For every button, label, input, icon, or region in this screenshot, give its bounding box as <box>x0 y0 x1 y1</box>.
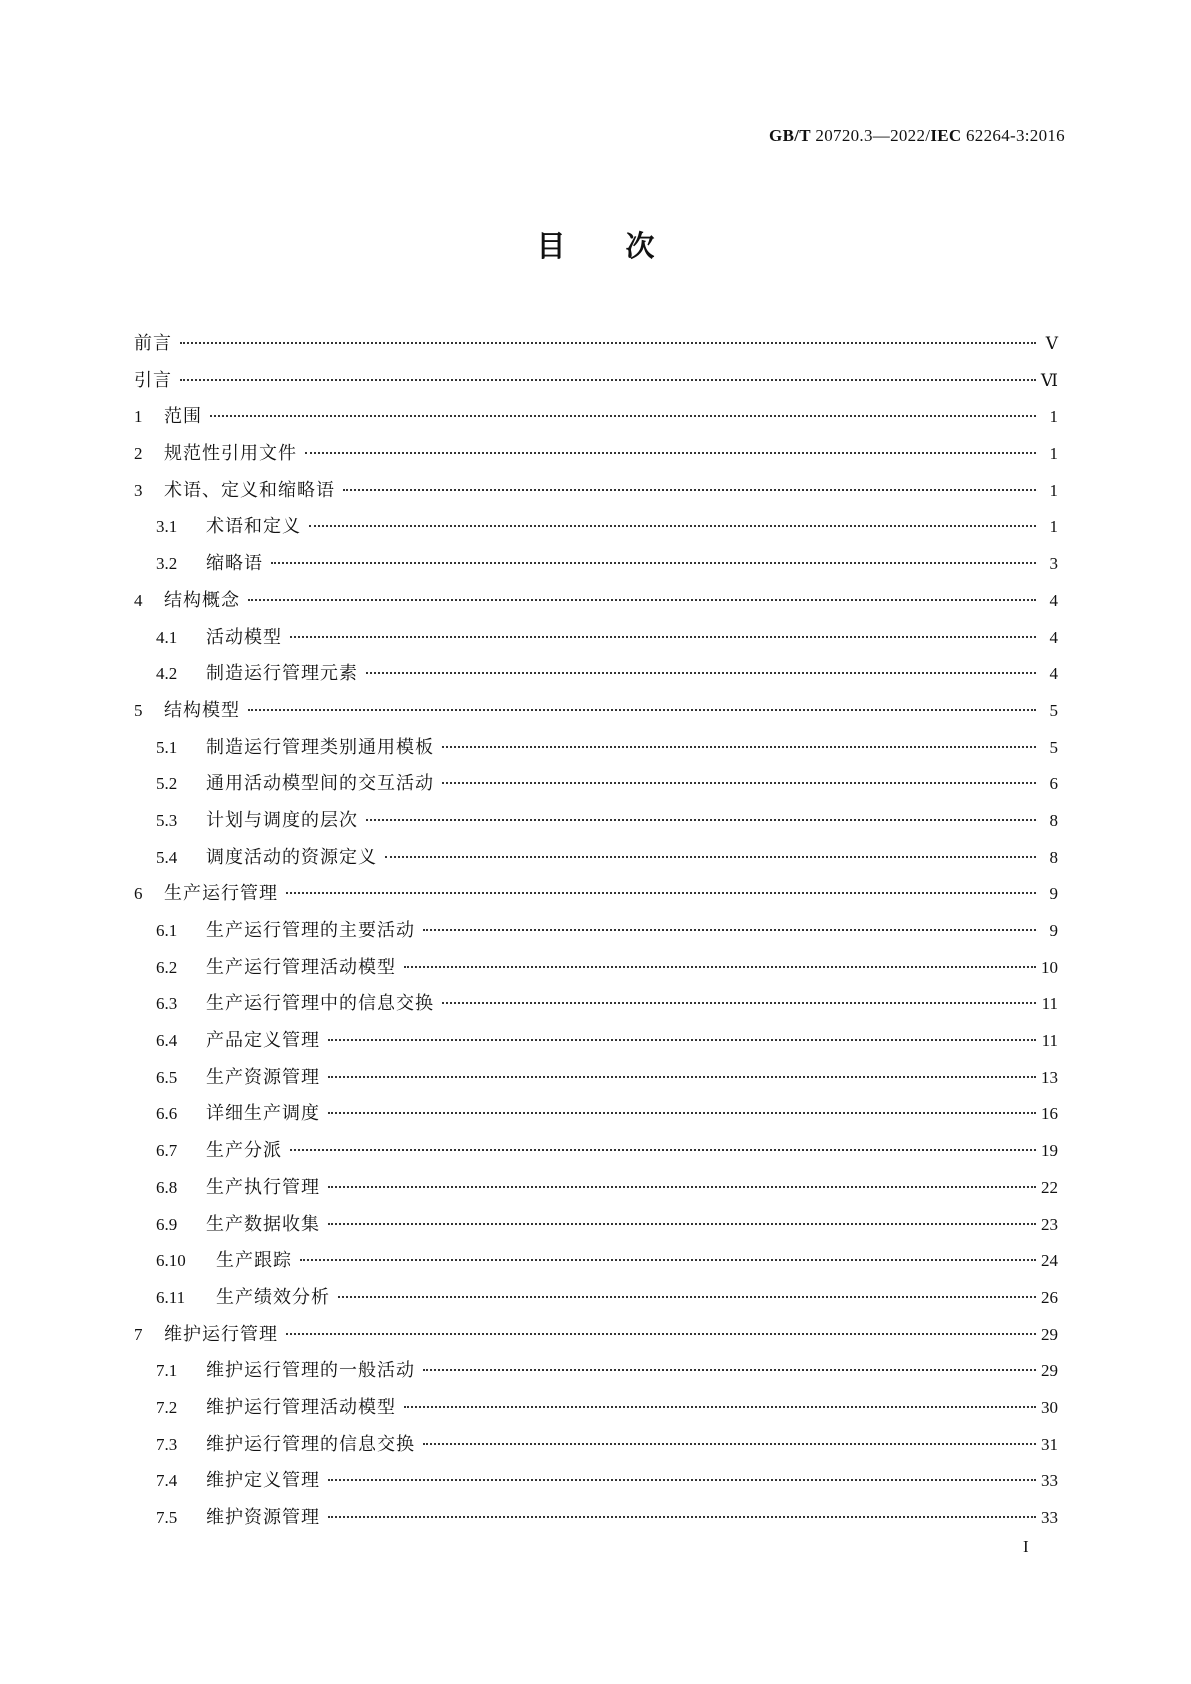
toc-entry-page: 1 <box>1049 480 1058 500</box>
toc-entry-label: 结构模型 <box>164 699 240 721</box>
toc-entry-page: 11 <box>1041 1031 1058 1051</box>
toc-entry-label: 维护运行管理活动模型 <box>206 1396 396 1418</box>
dot-leader <box>286 1332 1036 1335</box>
toc-entry-label: 术语、定义和缩略语 <box>164 479 335 501</box>
toc-entry-label: 详细生产调度 <box>206 1103 320 1125</box>
toc-entry-number: 6.10 <box>156 1251 186 1271</box>
toc-entry[interactable] <box>134 1243 1058 1280</box>
toc-entry-label: 生产运行管理 <box>164 883 278 905</box>
toc-entry-page: 9 <box>1049 884 1058 904</box>
toc-entry-label: 生产数据收集 <box>206 1213 320 1235</box>
toc-entry-label: 术语和定义 <box>206 516 301 538</box>
toc-entry[interactable] <box>134 1353 1058 1390</box>
document-header <box>769 126 1065 146</box>
dot-leader <box>343 488 1036 491</box>
dot-leader <box>328 1038 1036 1041</box>
toc-entry[interactable] <box>134 473 1058 510</box>
toc-entry-page: Ⅴ <box>1045 334 1058 353</box>
toc-entry-label: 维护运行管理 <box>164 1323 278 1345</box>
toc-entry[interactable] <box>134 1500 1058 1537</box>
toc-entry[interactable] <box>134 363 1058 400</box>
toc-entry-number: 6.2 <box>156 957 178 977</box>
toc-entry-number: 6.1 <box>156 921 178 940</box>
dot-leader <box>404 1405 1036 1408</box>
toc-entry-page: 3 <box>1049 554 1058 574</box>
toc-entry-number: 5 <box>134 700 143 720</box>
toc-entry-page: 9 <box>1049 921 1058 940</box>
toc-entry[interactable] <box>134 620 1058 657</box>
toc-entry[interactable] <box>134 1317 1058 1354</box>
dot-leader <box>404 965 1036 968</box>
toc-entry-label: 生产运行管理活动模型 <box>206 956 396 978</box>
toc-entry[interactable] <box>134 1170 1058 1207</box>
iec-number: 62264-3:2016 <box>961 126 1065 145</box>
toc-entry-number: 3 <box>134 480 143 500</box>
dot-leader <box>290 1148 1036 1151</box>
toc-entry-page: 30 <box>1041 1397 1058 1417</box>
toc-entry-number: 3.1 <box>156 517 178 537</box>
toc-entry-label: 前言 <box>134 333 172 354</box>
toc-entry[interactable] <box>134 1427 1058 1464</box>
toc-entry-page: 8 <box>1049 810 1058 830</box>
toc-entry-page: 19 <box>1041 1141 1058 1161</box>
toc-entry-label: 范围 <box>164 406 202 428</box>
toc-entry-number: 6.3 <box>156 994 178 1014</box>
dot-leader <box>328 1111 1036 1114</box>
dot-leader <box>248 598 1036 601</box>
dot-leader <box>442 745 1036 748</box>
dot-leader <box>271 561 1036 564</box>
dot-leader <box>309 524 1036 527</box>
toc-entry-label: 生产运行管理中的信息交换 <box>206 993 434 1015</box>
toc-entry[interactable] <box>134 546 1058 583</box>
toc-entry-page: 1 <box>1049 517 1058 537</box>
toc-entry-page: 5 <box>1049 700 1058 720</box>
dot-leader <box>180 341 1036 344</box>
toc-entry-page: 26 <box>1041 1287 1058 1307</box>
toc-entry-label: 制造运行管理类别通用模板 <box>206 736 434 758</box>
toc-entry-page: 4 <box>1049 664 1058 684</box>
toc-entry[interactable] <box>134 876 1058 913</box>
toc-entry-number: 2 <box>134 444 143 464</box>
toc-entry-number: 6.8 <box>156 1177 178 1197</box>
toc-entry-label: 结构概念 <box>164 589 240 611</box>
dot-leader <box>300 1258 1036 1261</box>
toc-entry-label: 计划与调度的层次 <box>206 809 358 831</box>
toc-entry-page: 4 <box>1049 590 1058 610</box>
toc-entry-number: 5.2 <box>156 774 178 794</box>
page-title: 目次 <box>536 229 715 263</box>
toc-entry[interactable] <box>134 583 1058 620</box>
toc-entry-label: 生产运行管理的主要活动 <box>206 920 415 941</box>
toc-entry-number: 4.1 <box>156 627 178 647</box>
toc-entry-number: 6.9 <box>156 1214 178 1234</box>
toc-entry-number: 6.4 <box>156 1031 178 1051</box>
dot-leader <box>328 1478 1036 1481</box>
toc-entry-number: 6.11 <box>156 1287 186 1307</box>
dot-leader <box>366 818 1036 821</box>
toc-entry[interactable] <box>134 656 1058 693</box>
toc-entry[interactable] <box>134 693 1058 730</box>
toc-entry-label: 生产绩效分析 <box>216 1286 330 1308</box>
toc-entry-label: 缩略语 <box>206 553 263 575</box>
dot-leader <box>338 1295 1036 1298</box>
toc-entry-page: 24 <box>1041 1251 1058 1271</box>
dot-leader <box>328 1075 1036 1078</box>
toc-entry-page: 1 <box>1049 444 1058 464</box>
toc-entry-page: 23 <box>1041 1214 1058 1234</box>
toc-entry-number: 7.3 <box>156 1434 178 1454</box>
toc-entry-page: 10 <box>1041 957 1058 977</box>
standard-code: GB/T <box>769 126 811 145</box>
toc-entry[interactable] <box>134 803 1058 840</box>
toc-entry-page: 11 <box>1041 994 1058 1014</box>
toc-entry[interactable] <box>134 1060 1058 1097</box>
toc-entry-label: 通用活动模型间的交互活动 <box>206 773 434 795</box>
toc-entry-page: 1 <box>1049 407 1058 427</box>
toc-entry[interactable] <box>134 1133 1058 1170</box>
toc-entry-label: 生产跟踪 <box>216 1250 292 1272</box>
toc-entry-page: 22 <box>1041 1177 1058 1197</box>
dot-leader <box>423 1442 1036 1445</box>
toc-entry-page: 6 <box>1049 774 1058 794</box>
toc-entry-number: 7.5 <box>156 1508 178 1527</box>
toc-entry-page: 16 <box>1041 1104 1058 1124</box>
toc-entry[interactable] <box>134 840 1058 877</box>
toc-entry-number: 6.7 <box>156 1141 178 1161</box>
toc-entry-label: 生产分派 <box>206 1140 282 1162</box>
page-number: I <box>1023 1537 1029 1556</box>
toc-entry[interactable] <box>134 1280 1058 1317</box>
toc-entry[interactable] <box>134 986 1058 1023</box>
toc-entry[interactable] <box>134 913 1058 950</box>
toc-entry-page: 5 <box>1049 737 1058 757</box>
dot-leader <box>442 1001 1036 1004</box>
dot-leader <box>366 671 1036 674</box>
toc-entry[interactable] <box>134 509 1058 546</box>
toc-entry[interactable] <box>134 399 1058 436</box>
dot-leader <box>305 451 1036 454</box>
toc-entry-label: 活动模型 <box>206 626 282 648</box>
toc-entry[interactable] <box>134 1207 1058 1244</box>
toc-entry-number: 1 <box>134 407 143 427</box>
toc-entry[interactable] <box>134 1023 1058 1060</box>
toc-entry[interactable] <box>134 326 1058 363</box>
toc-entry-label: 生产资源管理 <box>206 1066 320 1088</box>
toc-entry-label: 制造运行管理元素 <box>206 663 358 685</box>
toc-entry[interactable] <box>134 766 1058 803</box>
toc-entry[interactable] <box>134 730 1058 767</box>
toc-entry-number: 7.4 <box>156 1471 178 1491</box>
toc-entry-number: 6.6 <box>156 1104 178 1124</box>
toc-entry-number: 7.2 <box>156 1397 178 1417</box>
toc-entry-page: 29 <box>1041 1324 1058 1344</box>
toc-entry-label: 维护运行管理的信息交换 <box>206 1433 415 1455</box>
dot-leader <box>210 414 1036 417</box>
toc-entry-label: 维护定义管理 <box>206 1470 320 1492</box>
toc-entry-label: 调度活动的资源定义 <box>206 846 377 868</box>
table-of-contents <box>134 326 1058 1537</box>
toc-entry[interactable] <box>134 1463 1058 1500</box>
toc-entry-number: 5.3 <box>156 810 178 830</box>
toc-entry[interactable] <box>134 1390 1058 1427</box>
dot-leader <box>423 928 1036 931</box>
dot-leader <box>442 781 1036 784</box>
toc-entry[interactable] <box>134 1096 1058 1133</box>
toc-entry-page: 33 <box>1041 1508 1058 1527</box>
toc-entry-label: 产品定义管理 <box>206 1030 320 1052</box>
toc-entry-label: 引言 <box>134 369 172 391</box>
toc-entry-number: 3.2 <box>156 554 178 574</box>
dot-leader <box>286 891 1036 894</box>
toc-entry-page: 8 <box>1049 847 1058 867</box>
toc-entry-number: 6.5 <box>156 1067 178 1087</box>
toc-entry-number: 7.1 <box>156 1361 178 1381</box>
dot-leader <box>180 378 1036 381</box>
toc-entry-page: 29 <box>1041 1361 1058 1381</box>
dot-leader <box>248 708 1036 711</box>
dot-leader <box>328 1222 1036 1225</box>
dot-leader <box>385 855 1036 858</box>
iec-code: IEC <box>930 126 962 145</box>
toc-entry[interactable] <box>134 950 1058 987</box>
dot-leader <box>423 1368 1036 1371</box>
toc-entry-page: 31 <box>1041 1434 1058 1454</box>
toc-entry-label: 维护资源管理 <box>206 1507 320 1528</box>
toc-entry-number: 4.2 <box>156 664 178 684</box>
toc-entry-page: Ⅵ <box>1040 370 1058 390</box>
toc-entry-number: 7 <box>134 1324 143 1344</box>
toc-entry-page: 4 <box>1049 627 1058 647</box>
toc-entry-page: 13 <box>1041 1067 1058 1087</box>
standard-number: 20720.3—2022/ <box>810 126 931 145</box>
toc-entry-number: 5.4 <box>156 847 178 867</box>
toc-entry-label: 维护运行管理的一般活动 <box>206 1360 415 1382</box>
toc-entry-label: 生产执行管理 <box>206 1176 320 1198</box>
toc-entry-number: 4 <box>134 590 143 610</box>
toc-entry-number: 6 <box>134 884 143 904</box>
dot-leader <box>328 1515 1036 1518</box>
toc-entry-label: 规范性引用文件 <box>164 443 297 465</box>
toc-entry-page: 33 <box>1041 1471 1058 1491</box>
dot-leader <box>328 1185 1036 1188</box>
toc-entry[interactable] <box>134 436 1058 473</box>
dot-leader <box>290 635 1036 638</box>
toc-entry-number: 5.1 <box>156 737 178 757</box>
